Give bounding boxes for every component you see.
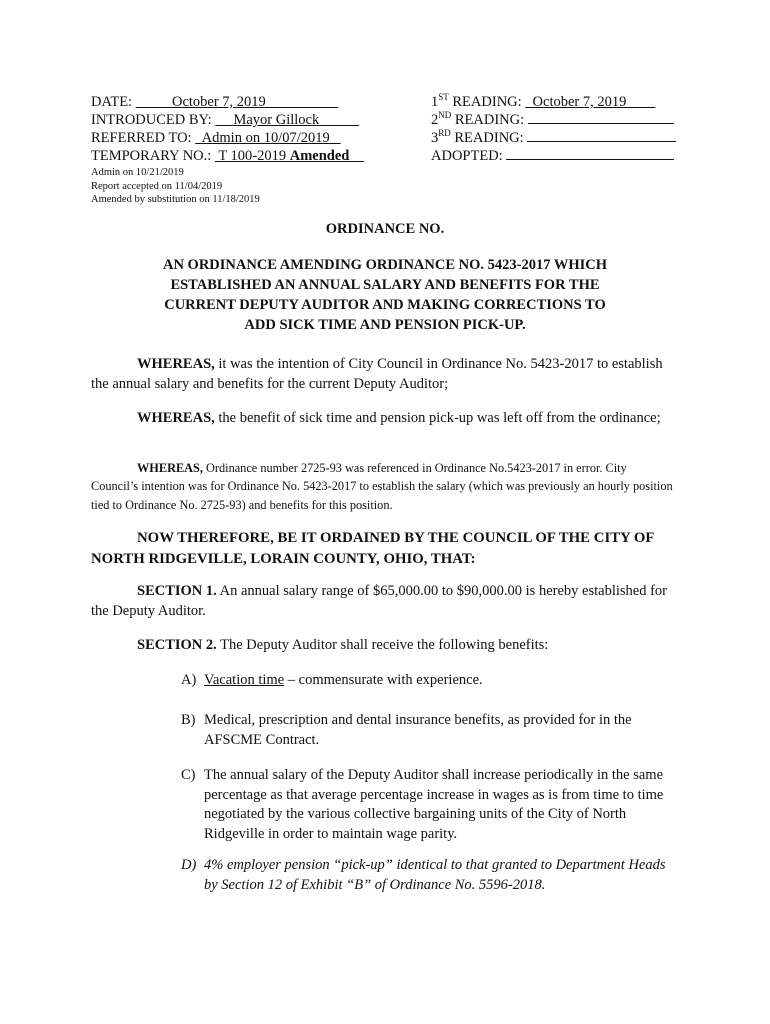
ordained-clause: NOW THEREFORE, BE IT ORDAINED BY THE COUNCIL OF THE CITY OF NORTH RIDGEVILLE, LORAIN COUNTY, OHIO, THAT: xyxy=(91,530,654,568)
section-2-lead: SECTION 2. xyxy=(137,637,217,653)
introduced-row xyxy=(91,111,364,129)
second-reading-num: 2 xyxy=(431,112,439,128)
date-label: DATE: xyxy=(91,94,133,110)
whereas-clause-3 xyxy=(91,459,676,514)
second-reading-row xyxy=(431,111,676,129)
benefit-item-a xyxy=(181,671,681,691)
benefit-item-b xyxy=(181,711,681,750)
referred-label: REFERRED TO: xyxy=(91,130,192,146)
header-right xyxy=(431,93,676,165)
section-2-text: The Deputy Auditor shall receive the following benefits: xyxy=(216,637,549,653)
title-line: ADD SICK TIME AND PENSION PICK-UP. xyxy=(244,317,526,333)
adopted-row xyxy=(431,147,676,165)
first-reading-value: October 7, 2019 xyxy=(532,94,627,110)
note-report: Report accepted on 11/04/2019 xyxy=(91,180,223,192)
whereas-text: Ordinance number 2725-93 was referenced in Ordinance No.5423-2017 in error. City Council’s intention was for Ordinance No. 5423-2017 to establish the salary (which was previously an hourly position tied to Ordinance No. 2725-93) and benefits for this position. xyxy=(91,461,673,512)
section-1-text: An annual salary range of $65,000.00 to $90,000.00 is hereby established for the Deputy Auditor. xyxy=(91,583,667,619)
benefit-item-d xyxy=(181,856,681,895)
third-reading-label: READING: xyxy=(454,130,524,146)
first-reading-label: READING: xyxy=(452,94,522,110)
ordinance-title xyxy=(140,255,630,335)
history-notes xyxy=(91,166,260,207)
date-value: October 7, 2019 xyxy=(171,94,266,110)
whereas-clause-1 xyxy=(91,355,676,394)
benefit-label: C) xyxy=(181,767,196,783)
benefit-label: A) xyxy=(181,672,197,688)
referred-value: Admin on 10/07/2019 xyxy=(201,130,330,146)
date-row xyxy=(91,93,364,111)
whereas-text: it was the intention of City Council in Ordinance No. 5423-2017 to establish the annual salary and benefits for the current Deputy Auditor; xyxy=(91,356,663,392)
title-line: AN ORDINANCE AMENDING ORDINANCE NO. 5423-2017 WHICH xyxy=(162,257,607,273)
benefit-underlined: Vacation time xyxy=(204,672,285,688)
temporary-row xyxy=(91,147,364,165)
first-reading-num: 1 xyxy=(431,94,439,110)
section-2 xyxy=(91,636,676,656)
note-admin: Admin on 10/21/2019 xyxy=(91,167,184,178)
temporary-label: TEMPORARY NO.: xyxy=(91,148,212,164)
third-reading-blank xyxy=(527,129,676,142)
title-line: CURRENT DEPUTY AUDITOR AND MAKING CORRECTIONS TO xyxy=(164,297,606,313)
third-reading-sup: RD xyxy=(438,128,451,138)
benefit-text: 4% employer pension “pick-up” identical to that granted to Department Heads by Section 12 of Exhibit “B” of Ordinance No. 5596-2018. xyxy=(204,857,666,893)
third-reading-num: 3 xyxy=(431,130,439,146)
title-line: ESTABLISHED AN ANNUAL SALARY AND BENEFITS FOR THE xyxy=(170,277,600,293)
note-amended: Amended by substitution on 11/18/2019 xyxy=(91,194,260,206)
benefit-item-c xyxy=(181,766,681,845)
second-reading-sup: ND xyxy=(438,110,452,120)
second-reading-blank xyxy=(528,111,674,124)
first-reading-sup: ST xyxy=(438,92,449,102)
benefit-text-rest: – commensurate with experience. xyxy=(284,672,483,688)
whereas-lead: WHEREAS, xyxy=(137,461,203,475)
benefit-text: Medical, prescription and dental insurance benefits, as provided for in the AFSCME Contract. xyxy=(204,712,632,748)
benefit-text xyxy=(204,671,681,691)
third-reading-row xyxy=(431,129,676,147)
whereas-lead: WHEREAS, xyxy=(137,410,215,426)
first-reading-row xyxy=(431,93,676,111)
referred-row xyxy=(91,129,364,147)
header-left xyxy=(91,93,364,165)
whereas-lead: WHEREAS, xyxy=(137,356,215,372)
introduced-value: Mayor Gillock xyxy=(233,112,320,128)
whereas-text: the benefit of sick time and pension pick-up was left off from the ordinance; xyxy=(214,410,661,426)
section-1 xyxy=(91,582,676,621)
whereas-clause-2 xyxy=(91,409,676,429)
ordinance-number: ORDINANCE NO. xyxy=(325,221,445,237)
benefit-text: The annual salary of the Deputy Auditor shall increase periodically in the same percentage as that average percentage increase in wages as is from time to time negotiated by the various collective bargaining units of the City of North Ridgeville in order to maintain wage parity. xyxy=(204,767,664,843)
section-1-lead: SECTION 1. xyxy=(137,583,217,599)
temporary-value: T 100-2019 Amended xyxy=(218,148,350,164)
adopted-label: ADOPTED: xyxy=(431,148,503,164)
introduced-label: INTRODUCED BY: xyxy=(91,112,212,128)
second-reading-label: READING: xyxy=(454,112,525,128)
adopted-blank xyxy=(506,147,674,160)
benefit-label: D) xyxy=(181,857,197,873)
benefit-label: B) xyxy=(181,712,196,728)
